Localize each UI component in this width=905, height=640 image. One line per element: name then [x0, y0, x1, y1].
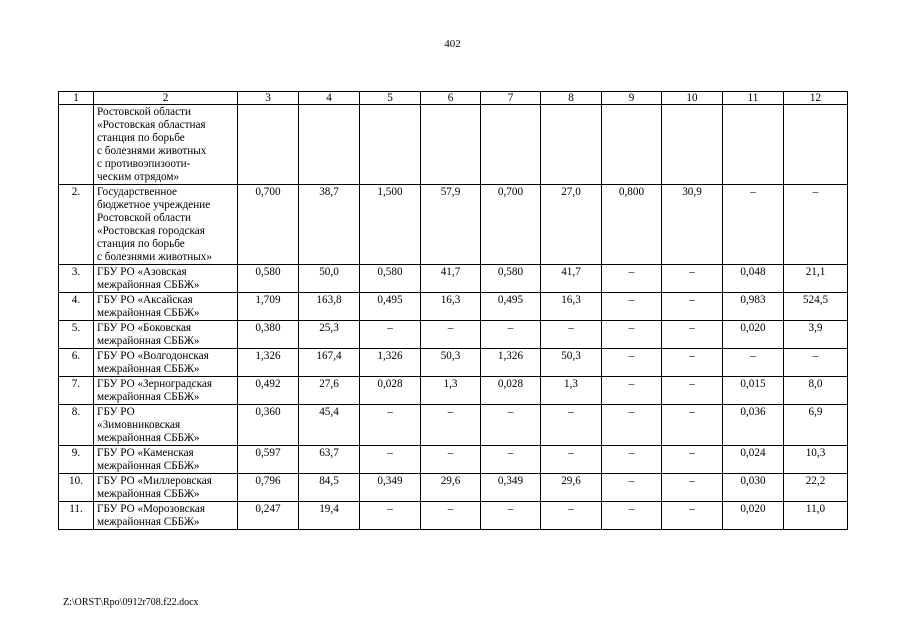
value-cell: 0,800: [602, 185, 662, 265]
organization-name-line: с противоэпизооти-: [97, 158, 191, 170]
value-cell: 30,9: [662, 185, 723, 265]
header-cell: 1: [59, 92, 94, 105]
value-cell: 0,247: [238, 502, 299, 530]
value-cell: [238, 105, 299, 185]
value-cell: 3,9: [784, 321, 848, 349]
value-cell: –: [541, 502, 602, 530]
value-cell: –: [662, 377, 723, 405]
header-cell: 6: [421, 92, 481, 105]
value-cell: –: [481, 446, 541, 474]
header-cell: 4: [299, 92, 360, 105]
value-cell: 1,3: [421, 377, 481, 405]
value-cell: –: [662, 265, 723, 293]
value-cell: –: [481, 321, 541, 349]
table-row: [59, 265, 848, 293]
organization-name-line: ГБУ РО «Волгодонская: [97, 350, 209, 362]
organization-name-line: ГБУ РО «Каменская: [97, 447, 194, 459]
value-cell: 16,3: [421, 293, 481, 321]
table-row: [59, 405, 848, 446]
organization-name-line: Государственное: [97, 186, 178, 198]
value-cell: 6,9: [784, 405, 848, 446]
value-cell: 50,3: [421, 349, 481, 377]
table-row: [59, 446, 848, 474]
value-cell: 29,6: [541, 474, 602, 502]
value-cell: 0,360: [238, 405, 299, 446]
header-cell: 9: [602, 92, 662, 105]
value-cell: 0,380: [238, 321, 299, 349]
value-cell: 22,2: [784, 474, 848, 502]
value-cell: 29,6: [421, 474, 481, 502]
value-cell: 0,024: [723, 446, 784, 474]
value-cell: 0,796: [238, 474, 299, 502]
value-cell: 41,7: [421, 265, 481, 293]
organization-name-line: межрайонная СББЖ»: [97, 391, 200, 403]
header-cell: 5: [360, 92, 421, 105]
value-cell: 0,700: [238, 185, 299, 265]
table-body: [59, 92, 848, 530]
value-cell: –: [421, 502, 481, 530]
value-cell: 0,495: [481, 293, 541, 321]
header-cell: 10: [662, 92, 723, 105]
organization-name-line: межрайонная СББЖ»: [97, 335, 200, 347]
organization-name-line: «Зимовниковская: [97, 419, 181, 431]
value-cell: –: [662, 502, 723, 530]
value-cell: –: [541, 405, 602, 446]
value-cell: 0,597: [238, 446, 299, 474]
value-cell: –: [421, 321, 481, 349]
value-cell: –: [662, 446, 723, 474]
value-cell: –: [602, 293, 662, 321]
value-cell: 1,326: [481, 349, 541, 377]
organization-name: [94, 265, 238, 293]
value-cell: 0,048: [723, 265, 784, 293]
value-cell: –: [421, 446, 481, 474]
table-row: [59, 185, 848, 265]
organization-name-line: «Ростовская городская: [97, 225, 205, 237]
value-cell: –: [481, 405, 541, 446]
value-cell: –: [662, 349, 723, 377]
value-cell: 41,7: [541, 265, 602, 293]
value-cell: 0,020: [723, 321, 784, 349]
organization-name-line: ГБУ РО «Морозовская: [97, 503, 206, 515]
value-cell: 1,326: [238, 349, 299, 377]
organization-name: [94, 349, 238, 377]
header-cell: 3: [238, 92, 299, 105]
value-cell: –: [421, 405, 481, 446]
organization-name: [94, 446, 238, 474]
row-number: 9.: [59, 446, 94, 474]
row-number: [59, 105, 94, 185]
row-number: 8.: [59, 405, 94, 446]
value-cell: 0,028: [481, 377, 541, 405]
value-cell: 0,020: [723, 502, 784, 530]
value-cell: –: [662, 293, 723, 321]
value-cell: [299, 105, 360, 185]
row-number: 2.: [59, 185, 94, 265]
organization-name-line: ГБУ РО «Аксайская: [97, 294, 193, 306]
value-cell: 1,500: [360, 185, 421, 265]
page-number: 402: [444, 38, 461, 50]
header-cell: 8: [541, 92, 602, 105]
header-cell: 12: [784, 92, 848, 105]
value-cell: –: [662, 321, 723, 349]
value-cell: –: [662, 405, 723, 446]
value-cell: [360, 105, 421, 185]
organization-name: [94, 474, 238, 502]
organization-name-line: станция по борьбе: [97, 238, 185, 250]
organization-name-line: с болезнями животных»: [97, 251, 212, 263]
header-cell: 2: [94, 92, 238, 105]
organization-name-line: бюджетное учреждение: [97, 199, 211, 211]
value-cell: 0,349: [481, 474, 541, 502]
organization-name-line: ГБУ РО «Миллеровская: [97, 475, 212, 487]
value-cell: 163,8: [299, 293, 360, 321]
value-cell: 167,4: [299, 349, 360, 377]
value-cell: –: [360, 502, 421, 530]
value-cell: 0,349: [360, 474, 421, 502]
table-row: [59, 377, 848, 405]
value-cell: –: [602, 349, 662, 377]
row-number: 5.: [59, 321, 94, 349]
table-row: [59, 105, 848, 185]
value-cell: [723, 105, 784, 185]
value-cell: [784, 105, 848, 185]
value-cell: 524,5: [784, 293, 848, 321]
value-cell: [541, 105, 602, 185]
value-cell: –: [360, 405, 421, 446]
footer-file-path: Z:\ORST\Rpo\0912r708.f22.docx: [63, 597, 199, 608]
value-cell: 0,036: [723, 405, 784, 446]
value-cell: –: [602, 474, 662, 502]
value-cell: 0,495: [360, 293, 421, 321]
organization-name-line: «Ростовская областная: [97, 119, 206, 131]
value-cell: –: [541, 321, 602, 349]
organization-name-line: межрайонная СББЖ»: [97, 307, 200, 319]
organization-name: [94, 405, 238, 446]
organization-name-line: Ростовской области: [97, 106, 191, 118]
organization-name: [94, 185, 238, 265]
data-table: [58, 91, 848, 530]
value-cell: –: [360, 321, 421, 349]
value-cell: [662, 105, 723, 185]
value-cell: –: [602, 502, 662, 530]
value-cell: 19,4: [299, 502, 360, 530]
value-cell: 10,3: [784, 446, 848, 474]
organization-name-line: с болезнями животных: [97, 145, 207, 157]
row-number: 4.: [59, 293, 94, 321]
value-cell: 0,492: [238, 377, 299, 405]
value-cell: –: [602, 405, 662, 446]
organization-name-line: межрайонная СББЖ»: [97, 488, 200, 500]
value-cell: 50,0: [299, 265, 360, 293]
value-cell: 38,7: [299, 185, 360, 265]
value-cell: 8,0: [784, 377, 848, 405]
value-cell: –: [662, 474, 723, 502]
value-cell: 0,983: [723, 293, 784, 321]
row-number: 3.: [59, 265, 94, 293]
table-row: [59, 293, 848, 321]
value-cell: –: [784, 349, 848, 377]
value-cell: 0,580: [238, 265, 299, 293]
organization-name-line: ГБУ РО: [97, 406, 135, 418]
value-cell: –: [602, 321, 662, 349]
value-cell: 25,3: [299, 321, 360, 349]
organization-name-line: межрайонная СББЖ»: [97, 363, 200, 375]
value-cell: 50,3: [541, 349, 602, 377]
organization-name: [94, 502, 238, 530]
organization-name-line: ГБУ РО «Зерноградская: [97, 378, 212, 390]
value-cell: 16,3: [541, 293, 602, 321]
value-cell: 84,5: [299, 474, 360, 502]
organization-name: [94, 105, 238, 185]
organization-name-line: Ростовской области: [97, 212, 191, 224]
value-cell: 0,028: [360, 377, 421, 405]
value-cell: 0,700: [481, 185, 541, 265]
value-cell: –: [541, 446, 602, 474]
value-cell: –: [723, 185, 784, 265]
value-cell: –: [602, 446, 662, 474]
organization-name: [94, 321, 238, 349]
header-cell: 7: [481, 92, 541, 105]
value-cell: 21,1: [784, 265, 848, 293]
value-cell: –: [481, 502, 541, 530]
organization-name-line: станция по борьбе: [97, 132, 185, 144]
organization-name-line: межрайонная СББЖ»: [97, 460, 200, 472]
value-cell: –: [784, 185, 848, 265]
organization-name-line: ческим отрядом»: [97, 171, 180, 183]
header-cell: 11: [723, 92, 784, 105]
value-cell: 0,580: [481, 265, 541, 293]
value-cell: 63,7: [299, 446, 360, 474]
value-cell: 27,6: [299, 377, 360, 405]
value-cell: [481, 105, 541, 185]
organization-name-line: межрайонная СББЖ»: [97, 516, 200, 528]
table-row: [59, 474, 848, 502]
row-number: 7.: [59, 377, 94, 405]
value-cell: 1,326: [360, 349, 421, 377]
organization-name: [94, 377, 238, 405]
value-cell: –: [602, 265, 662, 293]
value-cell: –: [602, 377, 662, 405]
value-cell: [602, 105, 662, 185]
value-cell: 1,3: [541, 377, 602, 405]
table-row: [59, 321, 848, 349]
value-cell: 1,709: [238, 293, 299, 321]
value-cell: –: [360, 446, 421, 474]
value-cell: [421, 105, 481, 185]
value-cell: 57,9: [421, 185, 481, 265]
value-cell: 0,030: [723, 474, 784, 502]
value-cell: 0,580: [360, 265, 421, 293]
organization-name-line: ГБУ РО «Боковская: [97, 322, 192, 334]
value-cell: –: [723, 349, 784, 377]
table-header-row: [59, 92, 848, 105]
row-number: 11.: [59, 502, 94, 530]
table-row: [59, 502, 848, 530]
organization-name-line: межрайонная СББЖ»: [97, 279, 200, 291]
row-number: 10.: [59, 474, 94, 502]
row-number: 6.: [59, 349, 94, 377]
organization-name-line: межрайонная СББЖ»: [97, 432, 200, 444]
value-cell: 45,4: [299, 405, 360, 446]
value-cell: 27,0: [541, 185, 602, 265]
value-cell: 11,0: [784, 502, 848, 530]
value-cell: 0,015: [723, 377, 784, 405]
table-row: [59, 349, 848, 377]
organization-name-line: ГБУ РО «Азовская: [97, 266, 187, 278]
organization-name: [94, 293, 238, 321]
